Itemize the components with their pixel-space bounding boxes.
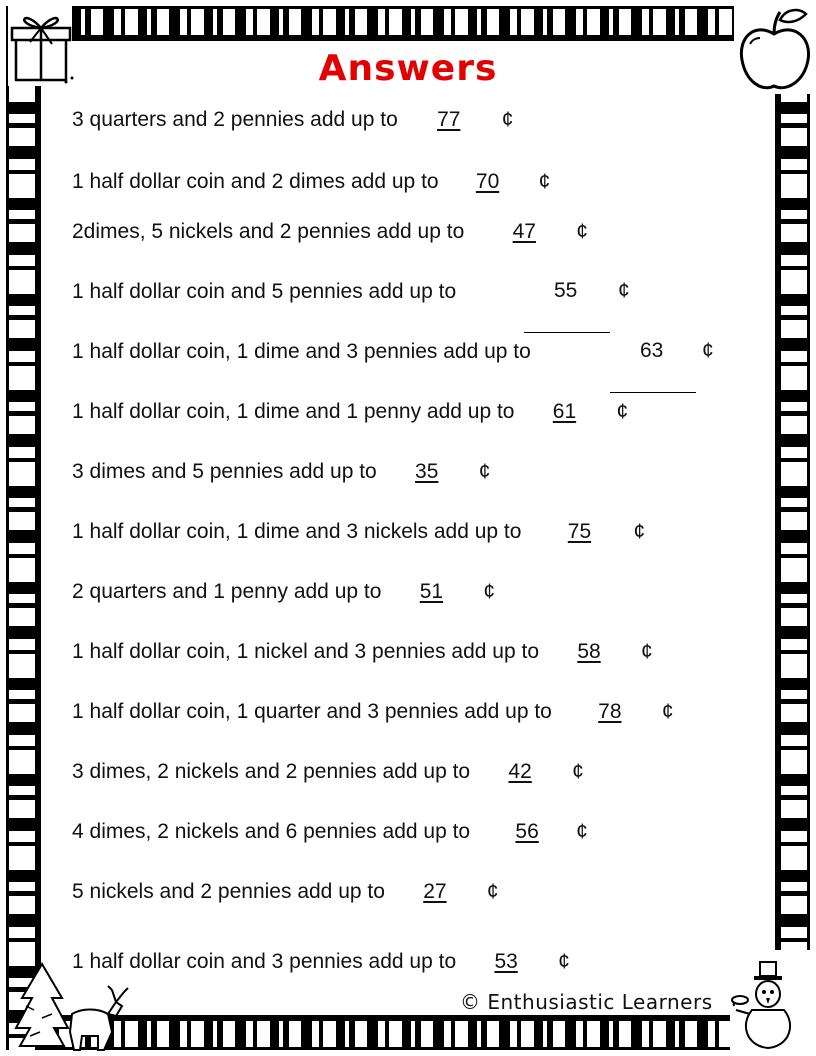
answer-blank: 27 — [423, 880, 447, 903]
answer-row — [72, 879, 499, 905]
answer-row — [72, 819, 588, 845]
question-text: 3 dimes, 2 nickels and 2 pennies add up to — [72, 760, 471, 783]
question-text: 4 dimes, 2 nickels and 6 pennies add up to — [72, 820, 471, 843]
answer-row — [72, 759, 584, 785]
answer-value: 55 — [554, 279, 578, 302]
answer-blank: 78 — [598, 700, 622, 723]
question-text: 1 half dollar coin and 2 dimes add up to — [72, 170, 439, 193]
answer-line — [524, 332, 610, 333]
answer-blank: 53 — [494, 950, 518, 973]
answer-blank: 61 — [552, 400, 577, 423]
answer-blank: 58 — [577, 640, 601, 663]
cent-symbol: ¢ — [572, 760, 584, 783]
cent-symbol: ¢ — [478, 460, 491, 483]
question-text: 5 nickels and 2 pennies add up to — [72, 880, 385, 903]
answer-row — [72, 107, 513, 133]
question-text: 1 half dollar coin, 1 nickel and 3 pennies add up to — [72, 640, 539, 663]
question-text: 1 half dollar coin, 1 dime and 1 penny add up to — [72, 400, 515, 423]
answer-row — [72, 699, 674, 725]
cent-symbol: ¢ — [483, 580, 496, 603]
question-text: 1 half dollar coin, 1 dime and 3 pennies add up to — [72, 340, 531, 363]
question-text: 1 half dollar coin and 5 pennies add up to — [72, 280, 457, 303]
cent-symbol: ¢ — [576, 820, 588, 843]
cent-symbol: ¢ — [576, 220, 588, 243]
answer-row — [72, 459, 490, 485]
answer-row — [72, 399, 628, 425]
answer-row — [72, 169, 550, 195]
answer-blank: 47 — [512, 220, 536, 243]
question-text: 3 quarters and 2 pennies add up to — [72, 108, 398, 131]
border-left-stripes — [6, 6, 38, 1050]
turkey-icon — [730, 950, 814, 1054]
answer-blank: 42 — [508, 760, 532, 783]
question-text: 1 half dollar coin, 1 quarter and 3 pennies add up to — [72, 700, 552, 723]
answer-blank: 77 — [437, 108, 461, 131]
answer-blank: 56 — [515, 820, 539, 843]
cent-symbol: ¢ — [616, 400, 629, 423]
cent-symbol: ¢ — [633, 520, 646, 543]
answer-row — [72, 279, 456, 305]
question-text: 2 quarters and 1 penny add up to — [72, 580, 382, 603]
cent-symbol: ¢ — [702, 339, 714, 362]
answer-blank: 70 — [475, 170, 500, 193]
answer-blank: 75 — [567, 520, 592, 543]
answer-row — [72, 639, 653, 665]
question-text: 1 half dollar coin, 1 dime and 3 nickels add up to — [72, 520, 522, 543]
answer-row — [72, 219, 588, 245]
answer-value: 63 — [640, 339, 664, 362]
reindeer-icon — [70, 986, 128, 1050]
answer-row — [72, 339, 531, 365]
cent-symbol: ¢ — [538, 170, 551, 193]
cent-symbol: ¢ — [486, 880, 499, 903]
border-right-stripes — [778, 6, 810, 1050]
cent-symbol: ¢ — [661, 700, 674, 723]
answer-line — [610, 392, 696, 393]
answer-blank: 35 — [415, 460, 439, 483]
page-title: Answers — [318, 48, 498, 89]
cent-symbol: ¢ — [558, 950, 570, 973]
question-text: 1 half dollar coin and 3 pennies add up to — [72, 950, 457, 973]
answer-row — [72, 519, 645, 545]
answer-blank: 51 — [419, 580, 444, 603]
cent-symbol: ¢ — [501, 108, 514, 131]
copyright-footer: © Enthusiastic Learners — [460, 990, 713, 1014]
border-top-stripes — [6, 6, 810, 38]
answer-row — [72, 579, 495, 605]
cent-symbol: ¢ — [618, 279, 630, 302]
question-text: 3 dimes and 5 pennies add up to — [72, 460, 377, 483]
cent-symbol: ¢ — [641, 640, 653, 663]
question-text: 2dimes, 5 nickels and 2 pennies add up to — [72, 220, 465, 243]
answer-row — [72, 949, 570, 975]
